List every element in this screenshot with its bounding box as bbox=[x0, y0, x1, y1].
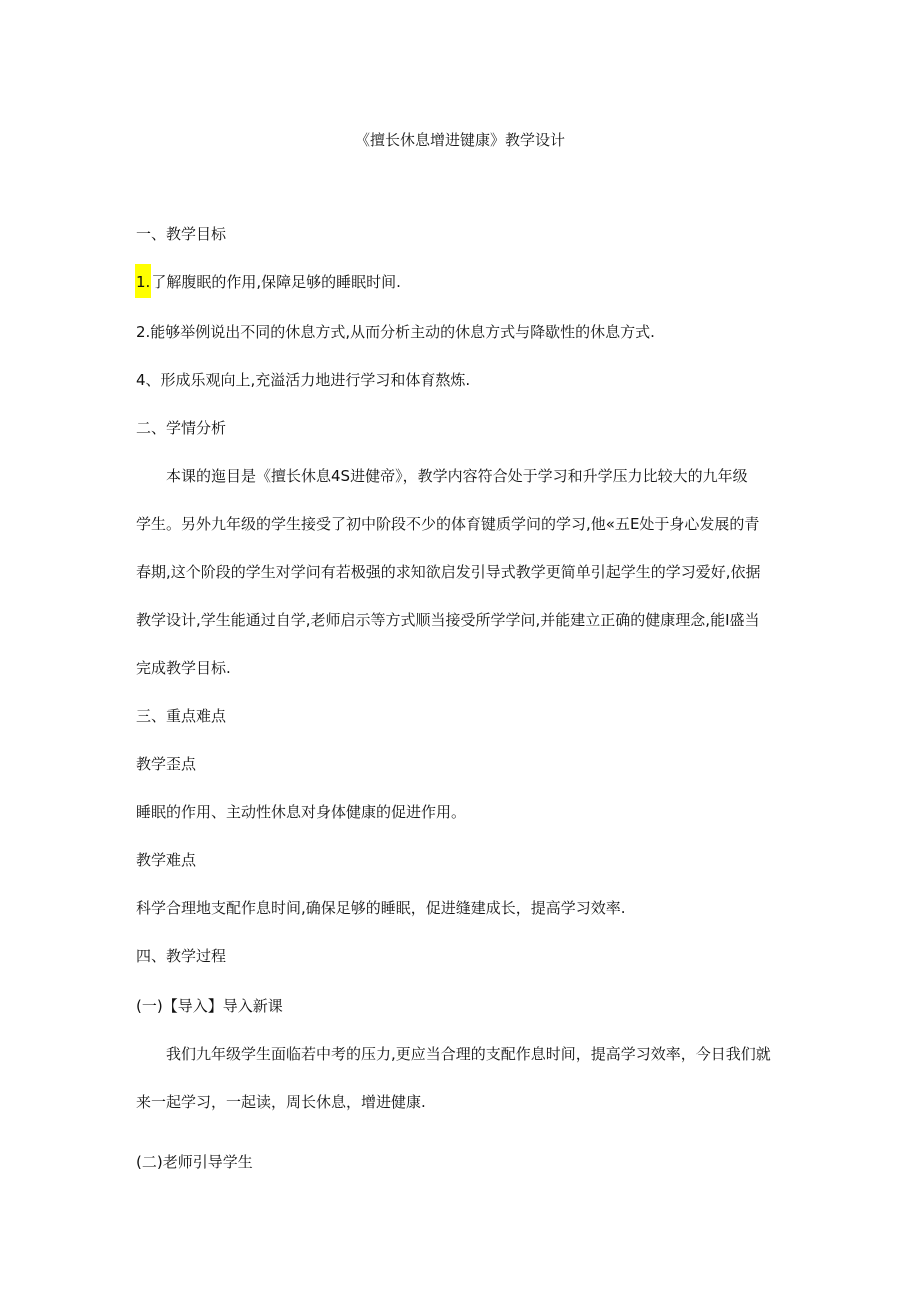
subheading-teacher-guidance: (二)老师引导学生 bbox=[136, 1153, 253, 1171]
objective-4: 4、形成乐观向上,充溢活力地进行学习和体育熬炼. bbox=[136, 371, 471, 389]
objective-2: 2.能够举例说出不同的休息方式,从而分析主动的休息方式与降歇性的休息方式. bbox=[136, 323, 655, 341]
paragraph-line: 学生。另外九年级的学生接受了初中阶段不少的体育键质学问的学习,他«五E处于身心发展的青 bbox=[136, 515, 760, 533]
heading-key-points: 三、重点难点 bbox=[136, 707, 227, 725]
subheading-key-point: 教学歪点 bbox=[136, 755, 197, 773]
difficult-point-text: 科学合理地支配作息时间,确保足够的睡眠，促进缝建成长，提高学习效率. bbox=[136, 899, 626, 917]
paragraph-line: 教学设计,学生能通过自学,老师启示等方式顺当接受所学学问,并能建立正确的健康理念,能I盛当 bbox=[136, 611, 760, 629]
heading-teaching-objectives: 一、教学目标 bbox=[136, 225, 227, 243]
key-point-text: 睡眠的作用、主动性休息对身体健康的促进作用。 bbox=[136, 803, 467, 821]
subheading-difficult-point: 教学难点 bbox=[136, 851, 197, 869]
subheading-introduction: (一)【导入】导入新课 bbox=[136, 997, 283, 1015]
objective-1-text: 了解腹眠的作用,保障足够的睡眠时间. bbox=[151, 273, 401, 291]
heading-student-analysis: 二、学情分析 bbox=[136, 419, 227, 437]
paragraph-line: 来一起学习，一起读，周长休息，增进健康. bbox=[136, 1093, 426, 1111]
heading-teaching-process: 四、教学过程 bbox=[136, 947, 227, 965]
objective-1 bbox=[136, 272, 796, 292]
highlight-mark: 1. bbox=[135, 264, 151, 298]
paragraph-line: 本课的迤目是《擅长休息4S进健帝》，教学内容符合处于学习和升学压力比较大的九年级 bbox=[166, 467, 748, 485]
paragraph-line: 春期,这个阶段的学生对学问有若极强的求知欲启发引导式教学更简单引起学生的学习爱好,依据 bbox=[136, 563, 761, 581]
paragraph-line: 我们九年级学生面临若中考的压力,更应当合理的支配作息时间，提高学习效率，今日我们就 bbox=[166, 1045, 771, 1063]
document-title: 《擅长休息增进键康》教学设计 bbox=[354, 131, 565, 149]
paragraph-line: 完成教学目标. bbox=[136, 659, 231, 677]
